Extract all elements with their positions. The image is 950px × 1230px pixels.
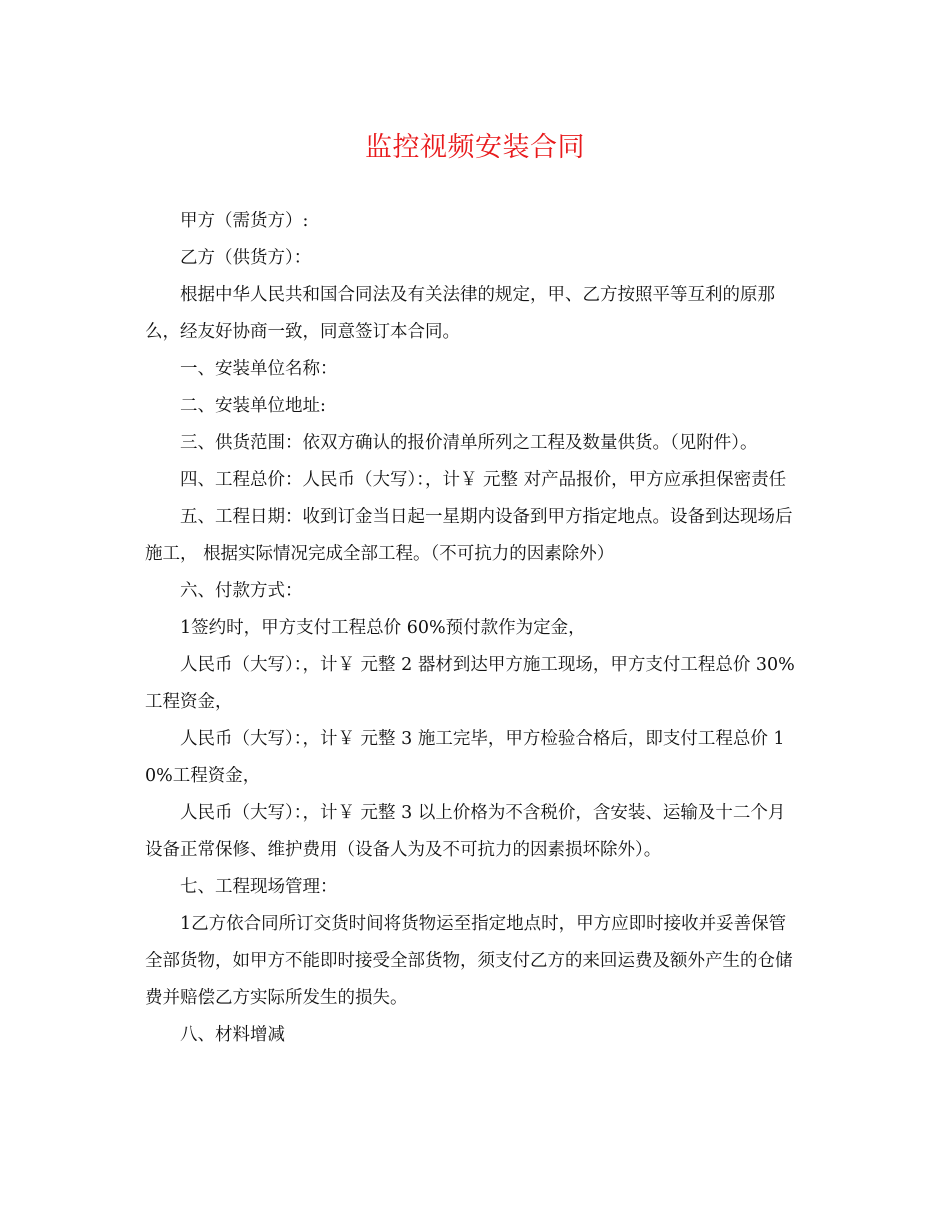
paragraph-preamble: 根据中华人民共和国合同法及有关法律的规定，甲、乙方按照平等互利的原那么，经友好协商一致，同意签订本合同。 (145, 285, 775, 342)
paragraph-party-a: 甲方（需货方）: (180, 211, 309, 231)
paragraph-section-6: 六、付款方式： (180, 581, 303, 601)
paragraph-payment-2: 人民币（大写）：，计￥ 元整 2 器材到达甲方施工现场，甲方支付工程总价 30%工程资金， (145, 655, 795, 712)
paragraph-section-5: 五、工程日期：收到订金当日起一星期内设备到甲方指定地点。设备到达现场后施工， 根据实际情况完成全部工程。（不可抗力的因素除外） (145, 507, 793, 564)
paragraph-site-management: 1乙方依合同所订交货时间将货物运至指定地点时，甲方应即时接收并妥善保管全部货物，如甲方不能即时接受全部货物，须支付乙方的来回运费及额外产生的仓储费并赔偿乙方实际所发生的损失。 (145, 914, 793, 1008)
document-title: 监控视频安装合同 (365, 132, 585, 163)
paragraph-payment-3: 人民币（大写）：，计￥ 元整 3 施工完毕，甲方检验合格后，即支付工程总价 10%工程资金， (145, 729, 785, 786)
paragraph-section-8: 八、材料增减 (180, 1025, 285, 1045)
paragraph-section-4: 四、工程总价：人民币（大写）：，计￥ 元整 对产品报价，甲方应承担保密责任 (180, 470, 787, 490)
document-body (145, 203, 800, 1054)
paragraph-section-7: 七、工程现场管理： (180, 877, 338, 897)
paragraph-payment-4: 人民币（大写）：，计￥ 元整 3 以上价格为不含税价，含安装、运输及十二个月设备正常保修、维护费用（设备人为及不可抗力的因素损坏除外）。 (145, 803, 786, 860)
paragraph-section-3: 三、供货范围：依双方确认的报价清单所列之工程及数量供货。（见附件）。 (180, 433, 758, 453)
paragraph-party-b: 乙方（供货方）： (180, 248, 312, 268)
paragraph-section-2: 二、安装单位地址: (180, 396, 326, 416)
paragraph-section-1: 一、安装单位名称： (180, 359, 338, 379)
paragraph-payment-1: 1签约时，甲方支付工程总价 60%预付款作为定金， (180, 618, 586, 638)
